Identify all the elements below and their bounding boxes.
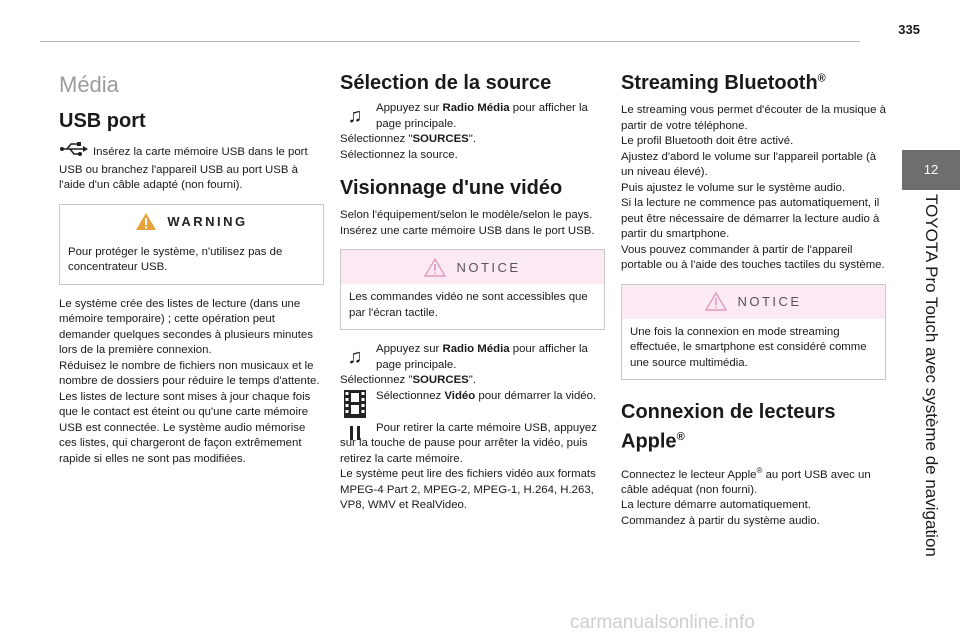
bt-title: Streaming Bluetooth®: [621, 72, 826, 94]
source-title: Sélection de la source: [340, 72, 552, 94]
video-formats: Le système peut lire des fichiers vidéo aux formats MPEG-4 Part 2, MPEG-2, MPEG-1, H.264, H.263, VP8, WMV et RealVideo.: [340, 468, 596, 511]
chapter-title-text: TOYOTA Pro Touch avec système de navigation: [922, 194, 941, 557]
watermark: carmanualsonline.info: [570, 612, 755, 633]
notice-box-bt: [621, 284, 886, 381]
video-select-video: Sélectionnez Vidéo pour démarrer la vidéo.: [340, 389, 605, 419]
warning-box: [59, 204, 324, 285]
music-note-icon: ♫: [347, 104, 363, 127]
music-note-icon: ♫: [347, 345, 363, 368]
source-step: ♫ Appuyez sur Radio Média pour afficher la page principale.: [347, 102, 588, 130]
apple-title: Connexion de lecteurs Apple®: [621, 401, 836, 453]
usb-icon: [59, 141, 93, 163]
notice-icon: [705, 292, 727, 311]
notice-text: Les commandes vidéo ne sont accessibles que par l'écran tactile.: [349, 291, 588, 319]
chapter-tab[interactable]: 12: [902, 150, 960, 190]
video-intro: Selon l'équipement/selon le modèle/selon le pays. Insérez une carte mémoire USB dans le port USB.: [340, 209, 595, 237]
column-media: [59, 72, 324, 467]
source-line3: Sélectionnez la source.: [340, 148, 458, 161]
film-icon: [341, 389, 369, 419]
video-title: Visionnage d'une vidéo: [340, 177, 563, 199]
notice-text: Une fois la connexion en mode streaming effectuée, le smartphone est considéré comme une source multimédia.: [630, 325, 867, 369]
playlist-paragraph: Le système crée des listes de lecture (dans une mémoire temporaire) ; cette opération peut demander quelques secondes à plusieurs minutes lors de la première connexion. Réduisez le nombre de fichiers non musicaux et le nombre de dossiers pour réduire le temps d'attente. Les listes de lecture sont mises à jour chaque fois que le contact est éteint ou qu'une carte mémoire USB est connectée. Le système audio mémorise ces listes, qui chargeront de façon extrêmement rapide si elles ne sont pas modifiées.: [59, 297, 320, 465]
warning-label: WARNING: [167, 214, 248, 229]
column-bluetooth: [621, 72, 886, 529]
video-step: ♫ Appuyez sur Radio Média pour afficher la page principale.: [347, 343, 588, 371]
notice-label: NOTICE: [737, 294, 802, 309]
video-pause: Pour retirer la carte mémoire USB, appuyez sur la touche de pause pour arrêter la vidéo, puis retirez la carte mémoire.: [340, 421, 597, 465]
section-title: Média: [59, 72, 119, 97]
usb-intro: Insérez la carte mémoire USB dans le port USB ou branchez l'appareil USB au port USB à l'aide d'un câble adapté (non fourni).: [59, 141, 324, 194]
chapter-title: [902, 194, 960, 584]
apple-text: Connectez le lecteur Apple® au port USB avec un câble adéquat (non fourni). La lecture démarre automatiquement. Commandez à partir du système audio.: [621, 465, 871, 527]
notice-icon: [424, 258, 446, 277]
header-divider: [40, 41, 860, 42]
warning-icon: [135, 212, 157, 231]
column-source: [340, 72, 605, 514]
page-number: 335: [898, 22, 920, 37]
video-select: Sélectionnez "SOURCES".: [340, 374, 476, 386]
source-select: Sélectionnez "SOURCES".: [340, 133, 476, 145]
notice-box-video: [340, 249, 605, 330]
notice-label: NOTICE: [456, 259, 521, 275]
usb-title: USB port: [59, 110, 146, 132]
bt-text: Le streaming vous permet d'écouter de la musique à partir de votre téléphone. Le profil Bluetooth doit être activé. Ajustez d'abord le volume sur l'appareil portable (à un niveau élevé). Puis ajustez le volume sur le système audio. Si la lecture ne commence pas automatiquement, il peut être nécessaire de démarrer la lecture audio à partir du smartphone. Vous pouvez commander à partir de l'appareil portable ou à l'aide des touches tactiles du système.: [621, 104, 886, 271]
warning-text: Pour protéger le système, n'utilisez pas de concentrateur USB.: [68, 245, 283, 273]
